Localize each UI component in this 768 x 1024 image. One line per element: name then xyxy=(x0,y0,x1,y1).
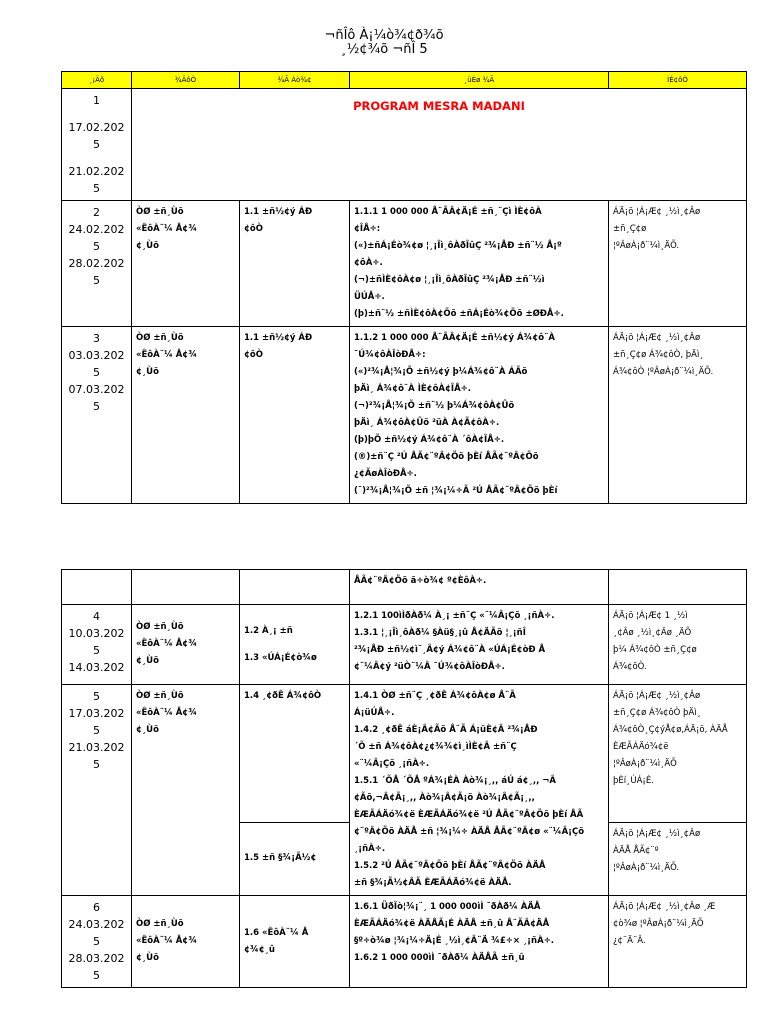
header-topic: ¾ÄôÒ xyxy=(132,72,240,89)
content-cell: 1.1.2 1 000 000 Å¨ÃÂ¢Ä¡É ±ñ½¢ý Á¾¢ô¨À ¯Ú¾¢ôÀÎòÐÅ÷: («)²¾¡Å¦¾¡Õ ±ñ½¢ý þ¼Á¾¢ô¨À ÁÃõ þÄì¸ Á¾¢ô¨À ÌÈ¢ôÀ¢ÎÅ÷. (¬)²¾¡Å¦¾¡Õ ±ñ¨½ þ¼Á¾¢ôÀ¢Ûõ þÄì¸ Á¾¢ôÀ¢Ûõ ²üÀ À¢Ã¢ôÀ÷. (þ)þÕ ±ñ½¢ý Á¾¢ô¨À ´ôÀ¢ÎÅ÷. (®)±ñ¨Ç ²Ú ÅÃ¢¨ºÂ¢Öõ þÈí ÅÃ¢¨ºÂ¢Öõ ¿¢ÃøÀÎòÐÅ÷. (¯)²¾¡Å¦¾¡Õ ±ñ ¦¾¡¼÷Ã ²Ú ÅÃ¢¨ºÂ¢Öõ þÈí xyxy=(350,327,609,504)
notes-cell: ÁÄ¡ö ¦Á¡Æ¢ ¸½ì¸¢Âø ±ñ¸Ç¢ø Á¾¢ôÒ þÄì¸ Á¾¢ôÒ¸Ç¢ýÅ¢ø,ÁÄ¡ö, ÀÄÅ ÈÆÃÁÄó¾¢ë ¦ºÂøÀ¡ð¨¼ì¸ÄÕ þÈí¸ÚÁ¡É. xyxy=(609,685,747,823)
topic-cell: ÒØ ±ñ¸Ùõ «ÊôÀ¨¼ Å¢¾ ¢¸Ùõ xyxy=(132,896,240,988)
week-cell: 3 03.03.202 5 07.03.202 5 xyxy=(62,327,132,504)
content-cell: 1.2.1 100ìÌðÀð¼ À¸¡ ±ñ¨Ç «¨¼Â¡Çõ ¸¡ñÀ÷. 1.3.1 ¦¸¡Îì¸ôÀð¼ §Àü§¸¡û Å¢ÄÃõ ¦¸¡ñÎ ²¾¡ÅÐ ±ñ½¢ì¨¸Â¢ý Á¾¢ô¨À «ÚÁ¡É¢òÐ Å ¢¨¼Â¢ý ²üÒ¨¼Â ¯Ú¾¢ôÀÎòÐÅ÷. xyxy=(350,605,609,685)
header-week: ¸¡Äõ xyxy=(62,72,132,89)
table-header-row xyxy=(62,72,747,89)
program-banner: PROGRAM MESRA MADANI xyxy=(132,89,747,201)
standard-cell: 1.4 ¸¢ðÊ Á¾¢ôÒ xyxy=(240,685,350,823)
document-title: ¬ñÎô À¡¼ò¾¢ð¾õ xyxy=(324,28,444,43)
notes-cell: ÁÄ¡ö ¦Á¡Æ¢ ¸½ì¸¢Âø ÀÄÅ ÅÃ¢¨º ¦ºÂøÀ¡ð¨¼ì¸ÄÕ. xyxy=(609,822,747,895)
week-cell: 1 17.02.202 5 21.02.202 5 xyxy=(62,89,132,201)
notes-cell xyxy=(609,570,747,605)
content-cell: 1.6.1 ÜðÎò¦¾¡¨¸ 1 000 000ìÌ ¯ðÀð¼ ÀÄÅ ÈÆÃÁÄó¾¢ë ÀÄÅÃ¡É ÀÄÅ ±ñ¸û Å¨ÃÂ¢ÄÅ §º÷ò¾ø ¦¾¡¼÷Ä¡É ¸½ì¸¢Â¨Ä ¾£÷× ¸¡ñÀ÷. 1.6.2 1 000 000ìÌ ¯ðÀð¼ ÀÄÅÃ ±ñ¸û xyxy=(350,896,609,988)
notes-cell: ÁÄ¡ö ¦Á¡Æ¢ ¸½ì¸¢Âø ±ñ¸Ç¢ø ¦ºÂøÀ¡ð¨¼ì¸ÄÕ. xyxy=(609,201,747,327)
table-row xyxy=(62,201,747,327)
topic-cell: ÒØ ±ñ¸Ùõ «ÊôÀ¨¼ Å¢¾ ¢¸Ùõ xyxy=(132,685,240,896)
header-notes: ÌÈ¢ôÒ xyxy=(609,72,747,89)
topic-cell xyxy=(132,570,240,605)
standard-cell: 1.1 ±ñ½¢ý ÁÐ ¢ôÒ xyxy=(240,327,350,504)
week-cell: 2 24.02.202 5 28.02.202 5 xyxy=(62,201,132,327)
table-row xyxy=(62,605,747,685)
table-row xyxy=(62,89,747,201)
lesson-plan-table xyxy=(61,71,747,504)
standard-cell xyxy=(240,570,350,605)
topic-cell: ÒØ ±ñ¸Ùõ «ÊôÀ¨¼ Å¢¾ ¢¸Ùõ xyxy=(132,327,240,504)
week-cell: 4 10.03.202 5 14.03.202 xyxy=(62,605,132,685)
lesson-plan-table-continued xyxy=(61,569,747,988)
week-cell: 5 17.03.202 5 21.03.202 5 xyxy=(62,685,132,896)
table-row xyxy=(62,685,747,823)
standard-cell: 1.1 ±ñ½¢ý ÁÐ ¢ôÒ xyxy=(240,201,350,327)
content-cell: 1.1.1 1 000 000 Å¨ÃÂ¢Ä¡É ±ñ¸¨Çì ÌÈ¢ôÀ ¢ÎÅ÷: («)±ñÁ¡Éò¾¢ø ¦¸¡Îì¸ôÀðÎûÇ ²¾¡ÅÐ ±ñ¨½ Å¡º ¢ôÀ÷. (¬)±ñÌÈ¢ôÀ¢ø ¦¸¡Îì¸ôÀðÎûÇ ²¾¡ÅÐ ±ñ¨½ì ÜÚÅ÷. (þ)±ñ¨½ ±ñÌÈ¢ôÀ¢Öõ ±ñÁ¡Éò¾¢Öõ ±ØÐÅ÷. xyxy=(350,201,609,327)
topic-cell: ÒØ ±ñ¸Ùõ «ÊôÀ¨¼ Å¢¾ ¢¸Ùõ xyxy=(132,201,240,327)
week-cell xyxy=(62,570,132,605)
document-subtitle: ¸½¢¾õ ¬ñÎ 5 xyxy=(340,42,428,57)
content-cell: ÅÃ¢¨ºÂ¢Öõ ã÷ò¾¢ º¢ÈôÀ÷. xyxy=(350,570,609,605)
standard-cell: 1.5 ±ñ §¾¡Ã½¢ xyxy=(240,822,350,895)
table-row xyxy=(62,327,747,504)
notes-cell: ÁÄ¡ö ¦Á¡Æ¢ ¸½ì¸¢Âø ¸Æ ¢ò¾ø ¦ºÂøÀ¡ð¨¼ì¸ÄÕ ¿¢¨Ä¨Â. xyxy=(609,896,747,988)
standard-cell: 1.2 À¸¡ ±ñ 1.3 «ÚÁ¡É¢ò¾ø xyxy=(240,605,350,685)
header-content: ¸üÈø ¾Ã xyxy=(350,72,609,89)
header-standard: ¾Ã Áò¾¢ xyxy=(240,72,350,89)
standard-cell: 1.6 «ÊôÀ¨¼ Å ¢¾¢¸û xyxy=(240,896,350,988)
content-cell: 1.4.1 ÒØ ±ñ¨Ç ¸¢ðÊ Á¾¢ôÀ¢ø Å¨Ã Á¡üÚÅ÷. 1.4.2 ¸¢ðÊ áÈ¡Â¢Ãõ Å¨Ã Á¡üÈ¢Â ²¾¡ÅÐ ´Õ ±ñ Á¾¢ôÀ¢¿¢¾¾¢ì¸ìÌÈ¢Â ±ñ¨Ç «¨¼Â¡Çõ ¸¡ñÀ÷. 1.5.1 ´ÕÅ ´ÕÅ ºÁ¾¡ÉÀ Àò¾¡¸,, áÚ á¢¸,, ¬Â ¢Ãõ,¬Â¢Ã¡¸,, Àò¾¡Â¢Ã¡õ Àò¾¡Â¢Ã¡¸,, ÈÆÃÁÄó¾¢ë ÈÆÃÁÄó¾¢ë ²Ú ÅÃ¢¨ºÂ¢Öõ þÈí ÅÃ ¢¨ºÂ¢Öõ ÀÄÅ ±ñ ¦¾¡¼÷ ÀÄÅ ÅÃ¢¨ºÂ¢ø «¨¼Â¡Çõ ¸¡ñÀ÷. 1.5.2 ²Ú ÅÃ¢¨ºÂ¢Öõ þÈí ÅÃ¢¨ºÂ¢Öõ ÀÄÅ ±ñ §¾¡Ã½¢ÂÃ ÈÆÃÁÄó¾¢ë ÀÄÅ. xyxy=(350,685,609,896)
week-cell: 6 24.03.202 5 28.03.202 5 xyxy=(62,896,132,988)
table-row xyxy=(62,570,747,605)
topic-cell: ÒØ ±ñ¸Ùõ «ÊôÀ¨¼ Å¢¾ ¢¸Ùõ xyxy=(132,605,240,685)
notes-cell: ÁÄ¡ö ¦Á¡Æ¢ 1 ¸½ì ¸¢Âø ¸½ì¸¢Âø ¸ÄÕ þ¼ Á¾¢ôÒ ±ñ¸Ç¢ø Á¾¢ôÒ. xyxy=(609,605,747,685)
table-row xyxy=(62,896,747,988)
notes-cell: ÁÄ¡ö ¦Á¡Æ¢ ¸½ì¸¢Âø ±ñ¸Ç¢ø Á¾¢ôÒ, þÄì¸ Á¾¢ôÒ ¦ºÂøÀ¡ð¨¼ì¸ÄÕ. xyxy=(609,327,747,504)
